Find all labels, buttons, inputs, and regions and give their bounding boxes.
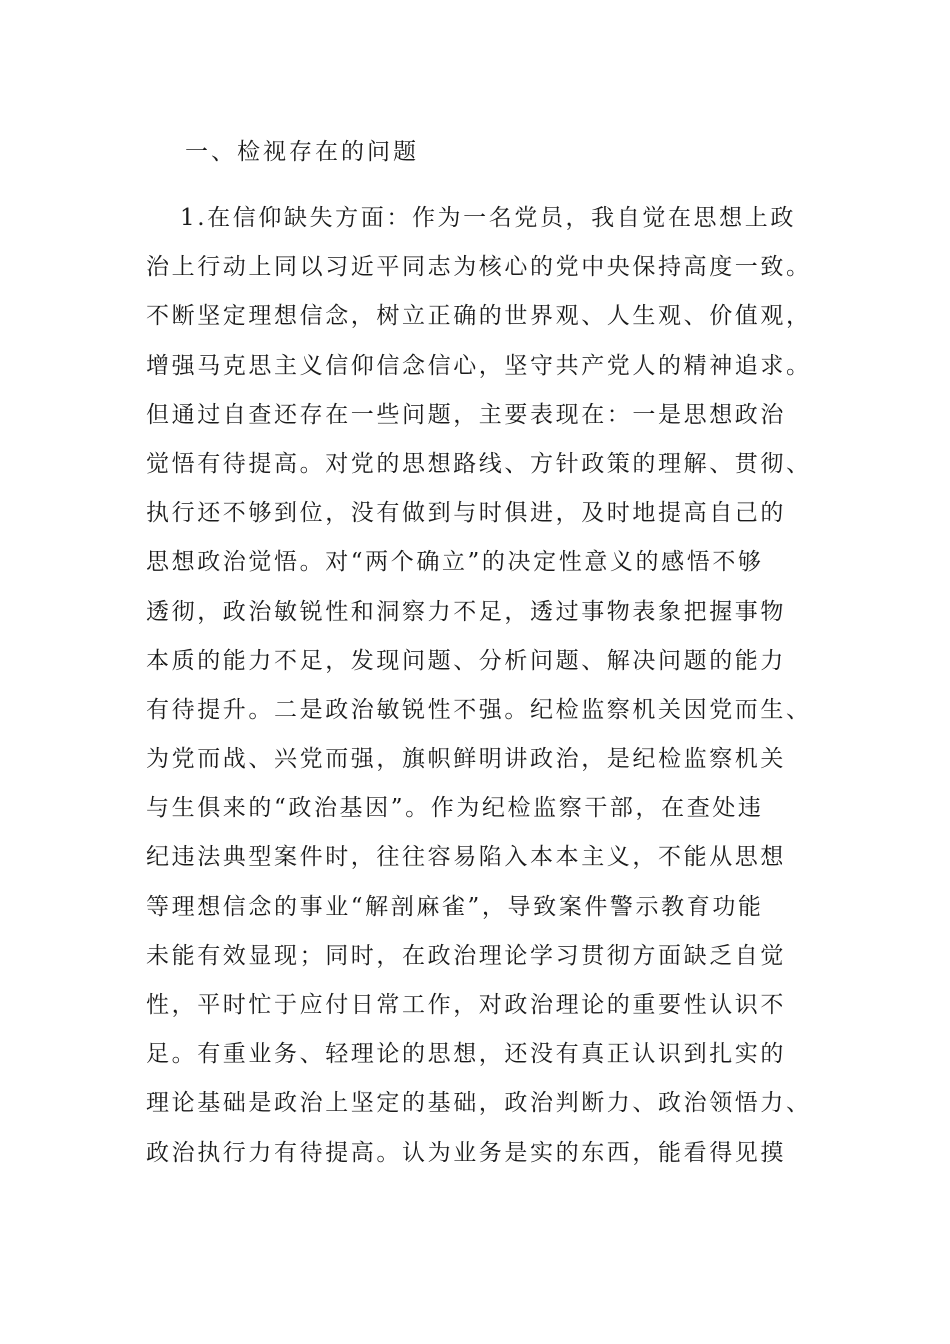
text-line: 为党而战、兴党而强，旗帜鲜明讲政治，是纪检监察机关 [146, 746, 786, 773]
text-line: 1.在信仰缺失方面：作为一名党员，我自觉在思想上政 [180, 205, 796, 231]
text-line: 本质的能力不足，发现问题、分析问题、解决问题的能力 [146, 647, 786, 674]
text-line: 增强马克思主义信仰信念信心，坚守共产党人的精神追求。 [146, 352, 812, 379]
text-line: 不断坚定理想信念，树立正确的世界观、人生观、价值观， [146, 303, 812, 330]
text-line: 思想政治觉悟。对“两个确立”的决定性意义的感悟不够 [146, 549, 764, 576]
text-line: 治上行动上同以习近平同志为核心的党中央保持高度一致。 [146, 254, 812, 281]
text-line: 有待提升。二是政治敏锐性不强。纪检监察机关因党而生、 [146, 696, 812, 723]
text-line: 纪违法典型案件时，往往容易陷入本本主义，不能从思想 [146, 844, 786, 871]
text-line: 等理想信念的事业“解剖麻雀”，导致案件警示教育功能 [146, 893, 764, 920]
section-heading: 一、检视存在的问题 [185, 139, 419, 165]
text-line: 未能有效显现；同时，在政治理论学习贯彻方面缺乏自觉 [146, 942, 786, 969]
text-line: 足。有重业务、轻理论的思想，还没有真正认识到扎实的 [146, 1041, 786, 1068]
text-line: 与生俱来的“政治基因”。作为纪检监察干部，在查处违 [146, 795, 764, 822]
text-line: 理论基础是政治上坚定的基础，政治判断力、政治领悟力、 [146, 1090, 812, 1117]
text-line: 性，平时忙于应付日常工作，对政治理论的重要性认识不 [146, 992, 786, 1018]
text-line: 执行还不够到位，没有做到与时俱进，及时地提高自己的 [146, 500, 786, 527]
text-line: 但通过自查还存在一些问题，主要表现在：一是思想政治 [146, 401, 786, 428]
text-line: 觉悟有待提高。对党的思想路线、方针政策的理解、贯彻、 [146, 450, 812, 477]
text-line: 政治执行力有待提高。认为业务是实的东西，能看得见摸 [146, 1139, 786, 1166]
body-paragraph [146, 200, 812, 1184]
text-line: 透彻，政治敏锐性和洞察力不足，透过事物表象把握事物 [146, 598, 786, 625]
